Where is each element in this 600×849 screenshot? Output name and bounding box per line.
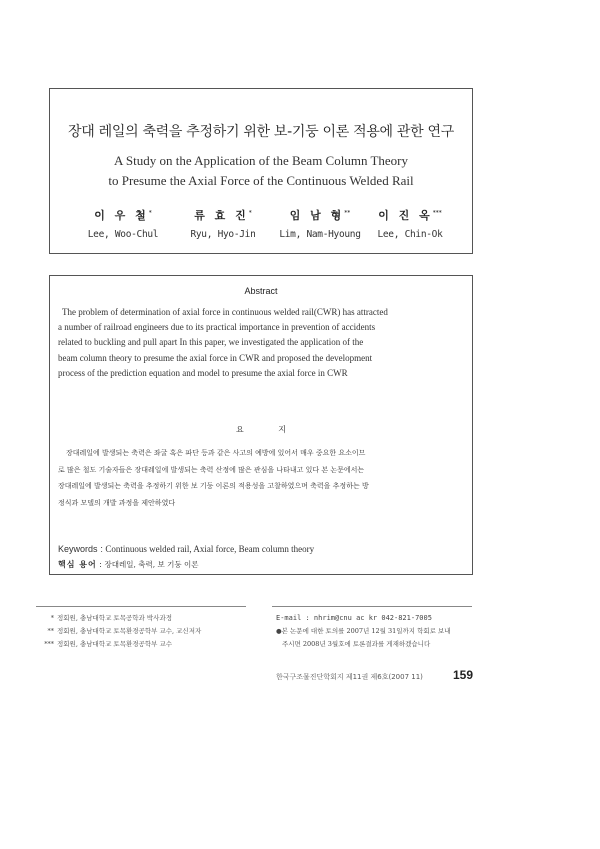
author-4-mark: *** — [432, 209, 442, 217]
author-4 — [355, 207, 465, 240]
footnotes-left — [36, 612, 201, 651]
title-korean: 장대 레일의 축력을 추정하기 위한 보-기둥 이론 적용에 관한 연구 — [68, 124, 454, 140]
abstract-line: beam column theory to presume the axial force in CWR and proposed the development — [58, 352, 373, 363]
title-english-line2: to Presume the Axial Force of the Continuous Welded Rail — [108, 173, 414, 188]
author-4-en: Lee, Chin-Ok — [377, 229, 443, 240]
footnote-item — [36, 625, 201, 638]
footnote-mark: *** — [44, 640, 54, 648]
abstract-line: related to buckling and pull apart In this paper, we investigated the application of the — [58, 337, 364, 348]
footnote-divider-right — [272, 606, 472, 607]
author-2-en: Ryu, Hyo-Jin — [190, 229, 256, 240]
footnote-item — [36, 638, 201, 651]
discussion-note-line2: 주시면 2008년 3월호에 토론결과를 게재하겠습니다 — [282, 640, 431, 648]
author-1-mark: * — [148, 209, 152, 217]
abstract-line: a number of railroad engineers due to its practical importance in prevention of accidents — [58, 322, 376, 333]
keywords-en: Keywords : Continuous welded rail, Axial force, Beam column theory — [58, 544, 315, 554]
abstract-body — [58, 305, 464, 381]
footnote-text: 정회원, 충남대학교 토목환경공학부 교수, 교신저자 — [57, 627, 202, 635]
author-3-kr: 임 남 형 — [289, 209, 345, 222]
contact-email: E-mail : nhrim@cnu ac kr 042-821-7005 — [276, 614, 432, 622]
summary-line: 정식과 모델의 개발 과정을 제안하였다 — [58, 498, 176, 507]
author-1-en: Lee, Woo-Chul — [87, 229, 159, 240]
author-2-mark: * — [248, 209, 252, 217]
title-english-line1: A Study on the Application of the Beam Column Theory — [113, 153, 409, 168]
summary-line: 장대레일에 발생되는 축력을 추정하기 위한 보 기둥 이론의 적용성을 고찰하였으며 축력을 추정하는 방 — [58, 482, 369, 490]
summary-line: 장대레일에 발생되는 축력은 좌굴 혹은 파단 등과 같은 사고의 예방에 있어서 매우 중요한 요소이므 — [66, 449, 366, 457]
journal-citation: 한국구조물진단학회지 제11권 제6호(2007 11) — [276, 673, 423, 681]
keywords-kr: 핵심 용어 : 장대레일, 축력, 보 기둥 이론 — [58, 560, 199, 569]
summary-heading: 요 지 — [236, 425, 302, 434]
keywords-en-label: Keywords — [58, 544, 98, 554]
author-4-kr: 이 진 옥 — [378, 209, 433, 222]
summary-body — [58, 445, 464, 511]
abstract-line: process of the prediction equation and model to presume the axial force in CWR — [58, 367, 348, 378]
abstract-line: The problem of determination of axial force in continuous welded rail(CWR) has attracted — [62, 307, 388, 317]
title-box — [49, 88, 473, 254]
author-3-en: Lim, Nam-Hyoung — [279, 229, 361, 240]
footnote-mark: ** — [47, 627, 54, 635]
abstract-heading: Abstract — [244, 286, 278, 296]
abstract-box — [49, 275, 473, 575]
footnote-divider-left — [36, 606, 246, 607]
footnote-text: 정회원, 충남대학교 토목환경공학부 교수 — [57, 640, 173, 648]
page-number: 159 — [453, 668, 474, 682]
keywords-en-value: Continuous welded rail, Axial force, Beam column theory — [105, 544, 315, 554]
discussion-note-line1: ●본 논문에 대한 토의를 2007년 12월 31일까지 학회로 보내 — [276, 627, 451, 635]
title-english — [50, 151, 472, 191]
footnote-mark: * — [50, 614, 54, 622]
footnotes-right — [276, 612, 451, 651]
author-2-kr: 류 효 진 — [194, 209, 249, 222]
footnote-text: 정회원, 충남대학교 토목공학과 박사과정 — [57, 614, 173, 622]
summary-line: 로 많은 철도 기술자들은 장대레일에 발생되는 축력 산정에 많은 관심을 나타내고 있다 본 논문에서는 — [58, 465, 365, 474]
keywords-kr-value: 장대레일, 축력, 보 기둥 이론 — [104, 560, 199, 569]
author-1-kr: 이 우 철 — [94, 209, 149, 222]
author-1 — [68, 207, 178, 240]
footnote-item — [36, 612, 201, 625]
keywords-kr-label: 핵심 용어 — [58, 560, 97, 569]
author-3-mark: ** — [344, 209, 351, 217]
